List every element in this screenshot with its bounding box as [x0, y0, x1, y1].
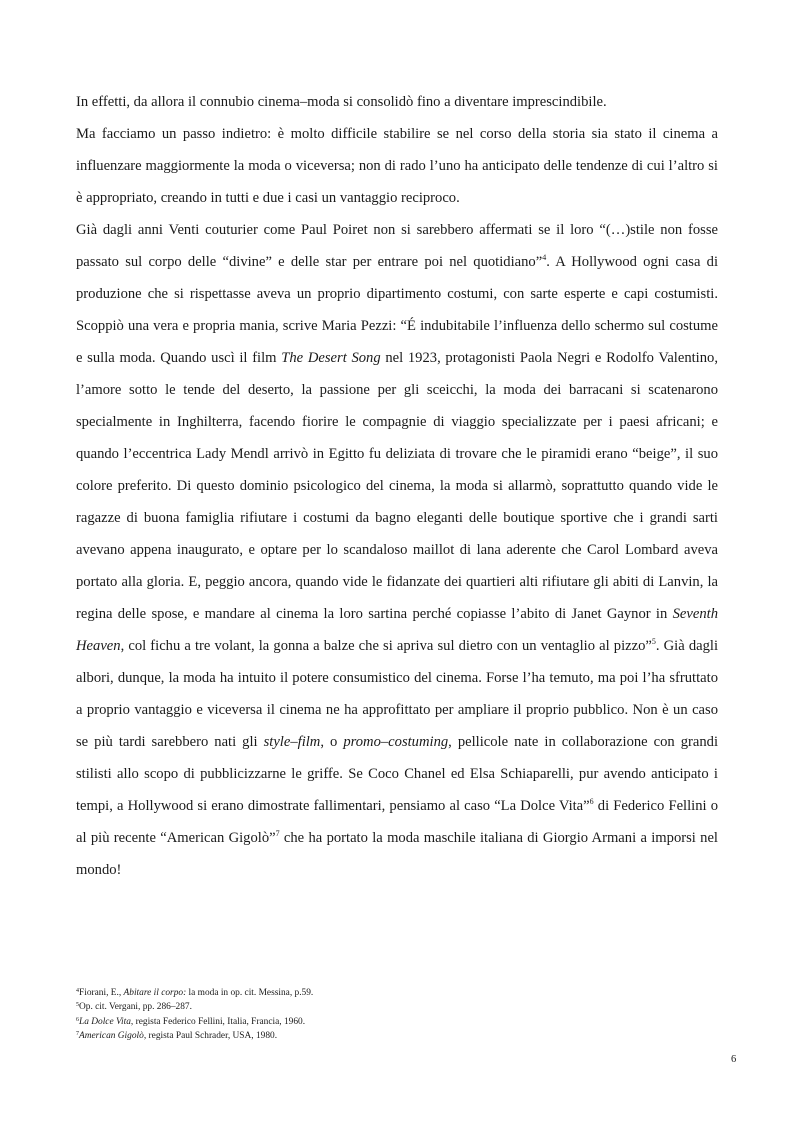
- footnote-text: , regista Federico Fellini, Italia, Francia, 1960.: [130, 1016, 306, 1027]
- paragraph-3: [76, 214, 718, 886]
- document-body: [76, 86, 718, 886]
- footnote-italic: La Dolce Vita: [79, 1016, 131, 1027]
- paragraph-3-text: , col fichu a tre volant, la gonna a balze che si apriva sul dietro con un ventaglio al pizzo”: [120, 638, 652, 654]
- film-title: The Desert Song: [281, 350, 381, 366]
- footnote-number: 4: [76, 988, 79, 994]
- film-title: Seventh Heaven: [76, 606, 718, 654]
- term-italic: style–film: [263, 734, 321, 750]
- paragraph-2: Ma facciamo un passo indietro: è molto difficile stabilire se nel corso della storia sia stato il cinema a influenzare maggiormente la moda o viceversa; non di rado l’uno ha anticipato delle tendenze di cui l’altro si è appropriato, creando in tutti e due i casi un vantaggio reciproco.: [76, 126, 718, 206]
- term-italic: promo–costuming: [343, 734, 449, 750]
- footnote-number: 7: [76, 1030, 79, 1037]
- footnote-4: [76, 986, 718, 1000]
- footnote-5: [76, 1000, 718, 1014]
- footnote-text: , regista Paul Schrader, USA, 1980.: [143, 1030, 278, 1041]
- footnote-italic: American Gigolò: [79, 1030, 144, 1041]
- paragraph-3-text: nel 1923, protagonisti Paola Negri e Rodolfo Valentino, l’amore sotto le tende del deserto, la passione per gli sceicchi, la moda dei barracani si scatenarono specialmente in Inghilterra, facendo fiorire le compagnie di viaggio specializzate per i paesi africani; e quando l’eccentrica Lady Mendl arrivò in Egitto fu deliziata di trovare che le piramidi erano “beige”, il suo colore preferito. Di questo dominio psicologico del cinema, la moda si allarmò, soprattutto quando vide le ragazze di buona famiglia rifiutare i costumi da bagno eleganti delle boutique sportive che i grandi sarti avevano appena inaugurato, e optare per lo scandaloso maillot di lana aderente che Carol Lombard aveva portato alla gloria. E, peggio ancora, quando vide le fidanzate dei quartieri alti rifiutare gli abiti di Lanvin, la regina delle spose, e mandare al cinema la loro sartina perché copiasse l’abito di Janet Gaynor in: [76, 350, 718, 622]
- footnote-ref-4: 4: [542, 253, 547, 262]
- footnote-text: la moda in op. cit. Messina, p.59.: [186, 988, 314, 998]
- paragraph-3-text: , o: [320, 734, 344, 750]
- footnote-7: [76, 1029, 718, 1043]
- footnote-number: 5: [76, 1002, 79, 1009]
- paragraph-3-text: che ha portato la moda maschile italiana di Giorgio Armani a imporsi nel mondo!: [76, 830, 718, 878]
- paragraph-3-text: , pellicole nate in collaborazione con grandi stilisti allo scopo di pubblicizzarne le griffe. Se Coco Chanel ed Elsa Schiaparelli, pur avendo anticipato i tempi, a Hollywood si erano dimostrate fallimentari, pensiamo al caso “La Dolce Vita”: [76, 734, 718, 814]
- paragraph-3-text: . A Hollywood ogni casa di produzione che si rispettasse aveva un proprio dipartimento costumi, con sarte esperte e capi costumisti. Scoppiò una vera e propria mania, scrive Maria Pezzi: “É indubitabile l’influenza dello schermo sul costume e sulla moda. Quando uscì il film: [76, 254, 719, 366]
- footnote-6: [76, 1015, 718, 1029]
- page-number: 6: [731, 1054, 737, 1065]
- footnotes: [76, 986, 718, 1043]
- footnote-ref-6: 6: [589, 797, 594, 806]
- paragraph-3-text: di Federico Fellini o al più recente “American Gigolò”: [76, 798, 718, 846]
- footnote-italic: Abitare il corpo:: [123, 988, 187, 998]
- paragraph-1: In effetti, da allora il connubio cinema–moda si consolidò fino a diventare imprescindibile.: [76, 94, 607, 110]
- footnote-text: Op. cit. Vergani, pp. 286–287.: [79, 1002, 192, 1013]
- footnote-ref-5: 5: [651, 637, 656, 646]
- paragraph-3-text: Già dagli anni Venti couturier come Paul Poiret non si sarebbero affermati se il loro “(…)stile non fosse passato sul corpo delle “divine” e delle star per entrare poi nel quotidiano”: [76, 222, 718, 270]
- footnote-ref-7: 7: [275, 829, 280, 838]
- footnote-text: Fiorani, E.,: [79, 988, 124, 998]
- footnote-number: 6: [76, 1016, 79, 1023]
- paragraph-3-text: . Già dagli albori, dunque, la moda ha intuito il potere consumistico del cinema. Forse l’ha temuto, ma poi l’ha sfruttato a proprio vantaggio e viceversa il cinema ne ha approfittato per ampliare il proprio pubblico. Non è un caso se più tardi sarebbero nati gli: [76, 638, 718, 750]
